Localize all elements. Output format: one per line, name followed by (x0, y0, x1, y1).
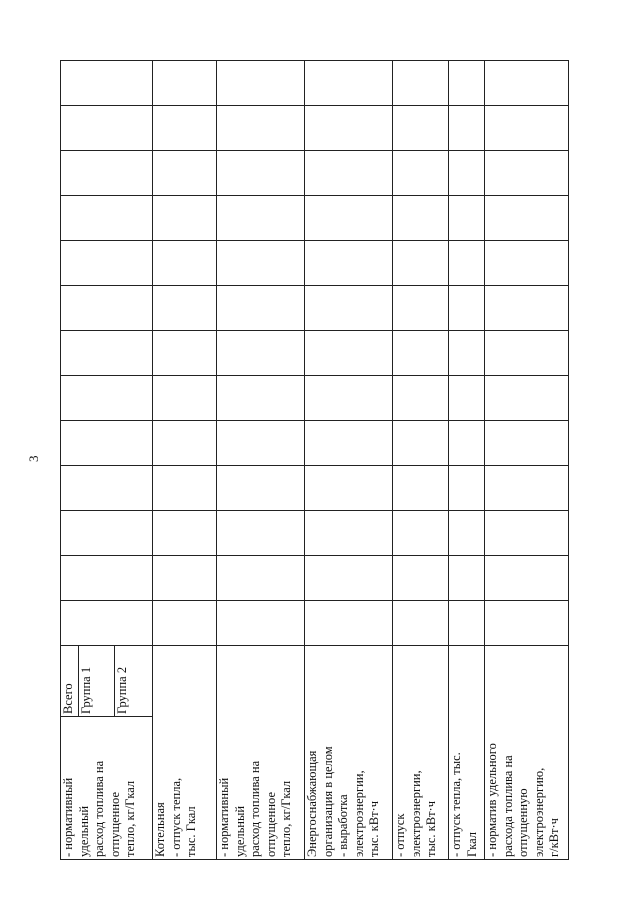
table-cell (217, 106, 305, 151)
table-cell (217, 331, 305, 376)
row-label: Котельная - отпуск тепла, тыс. Гкал (153, 646, 217, 860)
row-label: - отпуск электроэнергии, тыс. кВт·ч (393, 646, 449, 860)
table-cell (485, 331, 569, 376)
table-row (393, 61, 449, 860)
table-cell (449, 331, 485, 376)
table-cell (393, 61, 449, 106)
table-row (305, 61, 393, 860)
table-cell (305, 106, 393, 151)
table-cell (61, 151, 153, 196)
table-cell (217, 196, 305, 241)
table-cell (485, 376, 569, 421)
table-cell (217, 511, 305, 556)
table-cell (153, 511, 217, 556)
table-cell (217, 601, 305, 646)
table-cell (153, 61, 217, 106)
table-cell (61, 511, 153, 556)
table-cell (153, 466, 217, 511)
table-cell (217, 466, 305, 511)
row-label: - отпуск тепла, тыс. Гкал (449, 646, 485, 860)
row-label: - норматив удельного расхода топлива на отпущенную электроэнергию, г/кВт·ч (485, 646, 569, 860)
table-cell (449, 421, 485, 466)
table-cell (305, 196, 393, 241)
table-cell (153, 196, 217, 241)
rotated-table-wrapper (60, 60, 570, 860)
row-label: - нормативный удельный расход топлива на отпущенное тепло, кг/Гкал (61, 717, 153, 860)
table-cell (61, 196, 153, 241)
table-cell (393, 196, 449, 241)
table-cell (61, 601, 153, 646)
table-cell (449, 601, 485, 646)
table-cell (217, 421, 305, 466)
page-number: 3 (26, 455, 41, 462)
table-cell (305, 286, 393, 331)
table-cell (217, 556, 305, 601)
table-cell (449, 151, 485, 196)
table-cell (485, 511, 569, 556)
table-cell (485, 196, 569, 241)
table-cell (393, 601, 449, 646)
table-cell (217, 151, 305, 196)
table-cell (305, 151, 393, 196)
row-label: - нормативный удельный расход топлива на отпущенное тепло, кг/Гкал (217, 646, 305, 860)
table-cell (485, 61, 569, 106)
sub-header-total: Всего (61, 646, 79, 717)
table-cell (393, 331, 449, 376)
table-cell (305, 331, 393, 376)
table-cell (449, 196, 485, 241)
table-cell (61, 331, 153, 376)
table-cell (217, 61, 305, 106)
data-table (60, 60, 569, 860)
table-cell (217, 376, 305, 421)
table-cell (449, 106, 485, 151)
table-cell (153, 151, 217, 196)
table-cell (305, 511, 393, 556)
table-cell (449, 241, 485, 286)
table-cell (61, 466, 153, 511)
table-cell (61, 61, 153, 106)
table-cell (61, 106, 153, 151)
table-cell (485, 151, 569, 196)
table-cell (305, 241, 393, 286)
table-cell (485, 556, 569, 601)
table-cell (393, 151, 449, 196)
table-cell (153, 601, 217, 646)
sub-header-group-1: Группа 1 (79, 646, 115, 717)
table-cell (393, 421, 449, 466)
table-cell (305, 466, 393, 511)
table-cell (153, 376, 217, 421)
table-cell (485, 421, 569, 466)
table-cell (393, 286, 449, 331)
table-row (485, 61, 569, 860)
table-cell (449, 286, 485, 331)
table-cell (393, 556, 449, 601)
sub-header-group-2: Группа 2 (115, 646, 153, 717)
table-row (153, 61, 217, 860)
table-cell (153, 286, 217, 331)
table-cell (393, 106, 449, 151)
table-cell (449, 376, 485, 421)
table-cell (153, 556, 217, 601)
table-cell (449, 61, 485, 106)
table-cell (61, 421, 153, 466)
table-row (217, 61, 305, 860)
table-cell (485, 241, 569, 286)
table-cell (485, 286, 569, 331)
table-cell (393, 376, 449, 421)
table-cell (305, 61, 393, 106)
table-cell (305, 601, 393, 646)
table-cell (153, 421, 217, 466)
table-cell (393, 241, 449, 286)
table-cell (449, 511, 485, 556)
table-row (449, 61, 485, 860)
table-cell (217, 286, 305, 331)
table-cell (153, 331, 217, 376)
table-row (61, 61, 79, 860)
table-cell (485, 106, 569, 151)
row-label: Энергоснабжающая организация в целом - выработка электроэнергии, тыс. кВт·ч (305, 646, 393, 860)
table-cell (61, 556, 153, 601)
table-cell (449, 556, 485, 601)
table-cell (153, 241, 217, 286)
table-cell (153, 106, 217, 151)
table-cell (305, 556, 393, 601)
table-cell (485, 601, 569, 646)
table-cell (393, 466, 449, 511)
table-cell (61, 376, 153, 421)
table-cell (61, 286, 153, 331)
table-cell (61, 241, 153, 286)
table-cell (305, 421, 393, 466)
table-cell (305, 376, 393, 421)
table-cell (485, 466, 569, 511)
table-cell (449, 466, 485, 511)
table-cell (217, 241, 305, 286)
table-cell (393, 511, 449, 556)
